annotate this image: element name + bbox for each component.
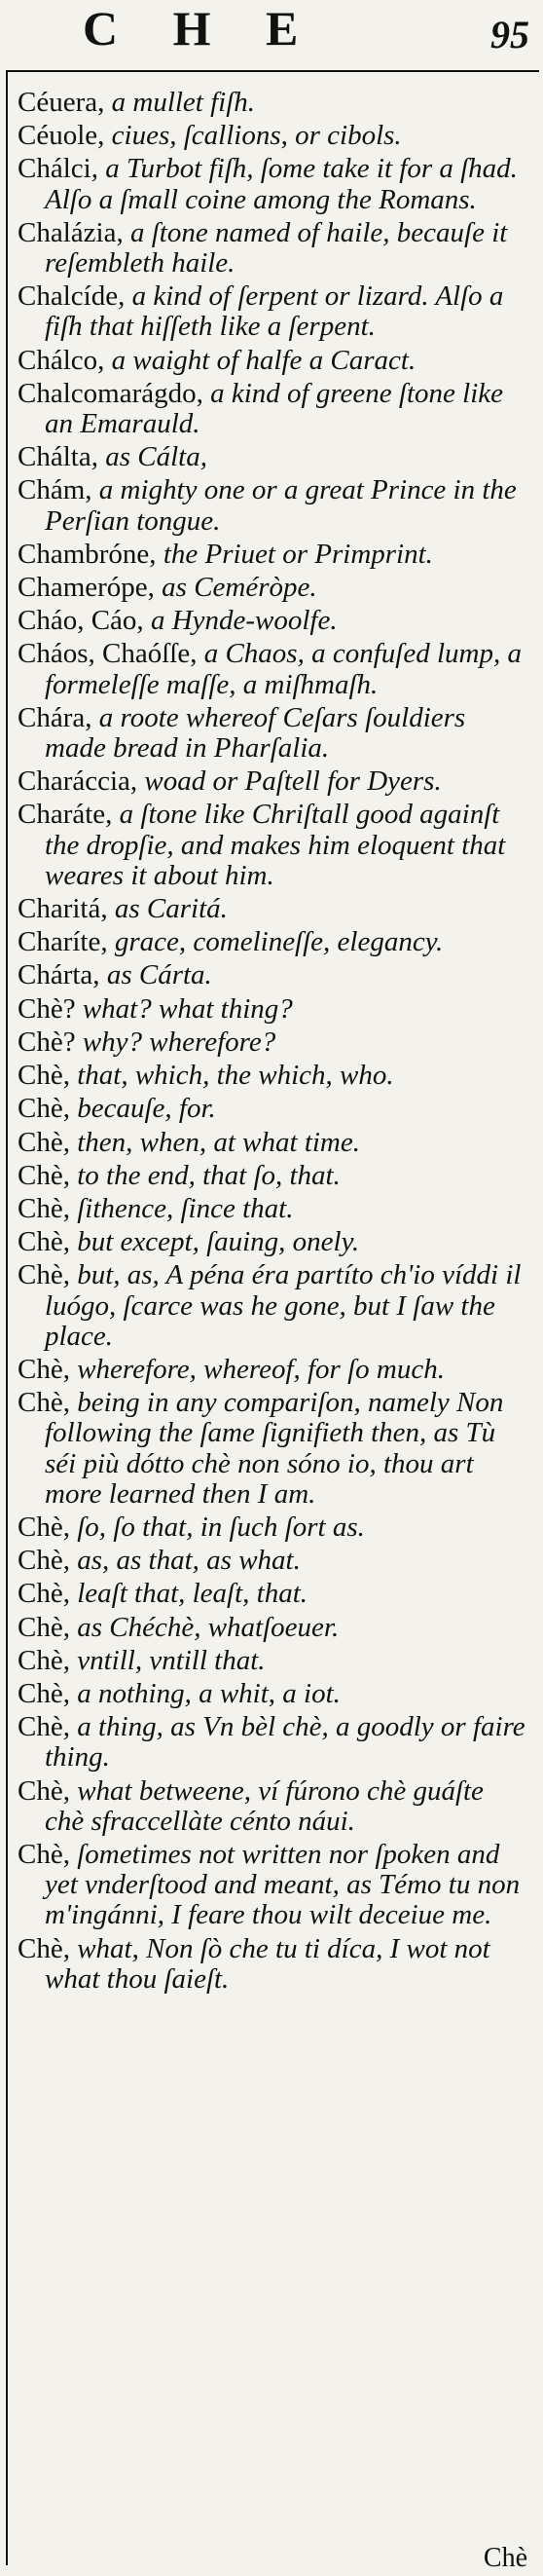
dictionary-entry	[18, 994, 525, 1025]
dictionary-entry	[18, 121, 525, 151]
headword: Chálco,	[18, 344, 105, 376]
headword: Chè,	[18, 1711, 70, 1743]
dictionary-entry	[18, 1094, 525, 1124]
dictionary-entry	[18, 703, 525, 764]
dictionary-entry	[18, 960, 525, 990]
gloss: then, when, at what time.	[69, 1126, 360, 1158]
gloss: a nothing, a whit, a iot.	[69, 1677, 341, 1709]
running-head: C H E	[83, 1, 320, 56]
gloss: as Cálta,	[97, 441, 207, 473]
headword: Charáte,	[18, 799, 113, 831]
headword: Charíte,	[18, 926, 108, 958]
dictionary-entry	[18, 766, 525, 797]
dictionary-entry	[18, 606, 525, 636]
gloss: a Hynde-woolfe.	[143, 605, 338, 637]
gloss: the Priuet or Primprint.	[156, 538, 433, 570]
gloss: a mullet fiſh.	[104, 87, 256, 118]
dictionary-entry	[18, 1027, 525, 1058]
headword: Charitá,	[18, 893, 108, 925]
gloss: a Chaos, a confuſed lump, a formeleſſe maſſe, a miſhmaſh.	[45, 638, 522, 700]
headword: Chè?	[18, 1026, 76, 1058]
gloss: a ſtone named of haile, becauſe it reſembleth haile.	[45, 216, 508, 280]
dictionary-entry	[18, 1355, 525, 1385]
gloss: becauſe, for.	[69, 1093, 216, 1125]
dictionary-entry	[18, 800, 525, 891]
dictionary-entries	[18, 88, 525, 1997]
gloss: ſo, ſo that, in ſuch ſort as.	[69, 1511, 365, 1543]
dictionary-entry	[18, 346, 525, 376]
gloss: being in any compariſon, namely Non following the ſame ſignifieth then, as Tù séi più dótto chè non sóno io, thou art more learned then I am.	[45, 1387, 504, 1510]
headword: Chè,	[18, 1578, 70, 1610]
page-number: 95	[490, 13, 529, 56]
headword: Chè,	[18, 1387, 70, 1419]
headword: Chè,	[18, 1126, 70, 1158]
dictionary-entry	[18, 1934, 525, 1995]
gloss: as, as that, as what.	[69, 1545, 301, 1577]
headword: Chalázia,	[18, 216, 124, 248]
gloss: as Chéchè, whatſoeuer.	[69, 1611, 340, 1643]
dictionary-entry	[18, 1776, 525, 1837]
headword: Chè,	[18, 1545, 70, 1577]
dictionary-entry	[18, 1579, 525, 1609]
headword: Chè,	[18, 1226, 70, 1258]
headword: Chè?	[18, 992, 76, 1025]
gloss: as Ceméròpe.	[154, 572, 317, 604]
dictionary-entry	[18, 540, 525, 570]
gloss: a ſtone like Chriſtall good againſt the dropſie, and makes him eloquent that weares it about him.	[45, 799, 506, 891]
gloss: a kind of ſerpent or lizard. Alſo a fiſh that hiſſeth like a ſerpent.	[45, 280, 504, 343]
dictionary-entry	[18, 1128, 525, 1158]
headword: Chamerópe,	[18, 572, 155, 604]
headword: Chára,	[18, 701, 92, 733]
headword: Chè,	[18, 1093, 70, 1125]
gloss: what? what thing?	[75, 992, 293, 1025]
headword: Chè,	[18, 1159, 70, 1191]
gloss: woad or Paſtell for Dyers.	[137, 765, 442, 798]
headword: Céuole,	[18, 120, 105, 152]
headword: Chálci,	[18, 153, 98, 185]
gloss: but except, ſauing, onely.	[69, 1226, 360, 1258]
gloss: what betweene, ví fúrono chè guáſte chè sfraccellàte cénto náui.	[45, 1774, 484, 1837]
headword: Chè,	[18, 1838, 70, 1870]
headword: Cháos, Chaóſſe,	[18, 638, 198, 670]
headword: Chè,	[18, 1644, 70, 1676]
dictionary-entry	[18, 88, 525, 118]
column-rule	[6, 70, 8, 2565]
gloss: what, Non ſò che tu ti díca, I wot not what thou ſaieſt.	[45, 1932, 490, 1995]
gloss: ſometimes not written nor ſpoken and yet vnderſtood and meant, as Témo tu non m'ingánni, I feare thou wilt deceiue me.	[45, 1838, 521, 1931]
dictionary-entry	[18, 1388, 525, 1510]
dictionary-entry	[18, 1260, 525, 1352]
gloss: vntill, vntill that.	[69, 1644, 266, 1676]
dictionary-entry	[18, 1840, 525, 1931]
gloss: as Caritá.	[107, 893, 228, 925]
dictionary-entry	[18, 1227, 525, 1257]
dictionary-entry	[18, 894, 525, 924]
dictionary-entry	[18, 573, 525, 603]
headword: Chè,	[18, 1774, 70, 1807]
gloss: a kind of greene ſtone like an Emarauld.	[45, 377, 504, 440]
headword: Céuera,	[18, 87, 105, 118]
dictionary-entry	[18, 1546, 525, 1576]
header-rule	[6, 70, 539, 72]
dictionary-entry	[18, 1646, 525, 1676]
headword: Chambróne,	[18, 538, 157, 570]
dictionary-entry	[18, 281, 525, 342]
dictionary-entry	[18, 1613, 525, 1643]
headword: Chè,	[18, 1677, 70, 1709]
dictionary-entry	[18, 442, 525, 472]
headword: Charáccia,	[18, 765, 138, 798]
dictionary-entry	[18, 639, 525, 699]
dictionary-entry	[18, 475, 525, 536]
headword: Chálta,	[18, 441, 98, 473]
headword: Chè,	[18, 1353, 70, 1385]
dictionary-entry	[18, 1061, 525, 1091]
headword: Cháo, Cáo,	[18, 605, 144, 637]
headword: Chè,	[18, 1611, 70, 1643]
gloss: a Turbot fiſh, ſome take it for a ſhad. Alſo a ſmall coine among the Romans.	[45, 153, 518, 215]
dictionary-entry	[18, 927, 525, 957]
headword: Chám,	[18, 474, 92, 506]
dictionary-entry	[18, 154, 525, 214]
gloss: wherefore, whereof, for ſo much.	[69, 1353, 445, 1385]
gloss: leaſt that, leaſt, that.	[69, 1578, 308, 1610]
gloss: that, which, the which, who.	[69, 1060, 394, 1092]
dictionary-entry	[18, 379, 525, 439]
gloss: a thing, as Vn bèl chè, a goodly or faire thing.	[45, 1711, 525, 1773]
headword: Chè,	[18, 1259, 70, 1291]
gloss: ciues, ſcallions, or cibols.	[104, 120, 402, 152]
gloss: a roote whereof Ceſars ſouldiers made bread in Pharſalia.	[45, 701, 466, 765]
dictionary-entry	[18, 1512, 525, 1543]
headword: Chalcomarágdo,	[18, 377, 203, 409]
headword: Chè,	[18, 1192, 70, 1224]
gloss: ſithence, ſince that.	[69, 1192, 294, 1224]
headword: Chè,	[18, 1932, 70, 1964]
gloss: to the end, that ſo, that.	[69, 1159, 341, 1191]
headword: Chè,	[18, 1511, 70, 1543]
page-header	[0, 0, 543, 88]
gloss: grace, comelineſſe, elegancy.	[107, 926, 444, 958]
gloss: why? wherefore?	[75, 1026, 276, 1058]
gloss: but, as, A péna éra partíto ch'io víddi il luógo, ſcarce was he gone, but I ſaw the place.	[45, 1259, 522, 1352]
dictionary-entry	[18, 1194, 525, 1224]
headword: Chárta,	[18, 959, 100, 991]
dictionary-entry	[18, 1161, 525, 1191]
dictionary-entry	[18, 1679, 525, 1709]
gloss: a waight of halfe a Caract.	[104, 344, 416, 376]
gloss: as Cárta.	[99, 959, 212, 991]
dictionary-entry	[18, 1712, 525, 1773]
dictionary-entry	[18, 218, 525, 279]
catchword: Chè	[483, 2543, 527, 2573]
headword: Chè,	[18, 1060, 70, 1092]
gloss: a mighty one or a great Prince in the Perſian tongue.	[45, 474, 517, 537]
headword: Chalcíde,	[18, 280, 126, 313]
